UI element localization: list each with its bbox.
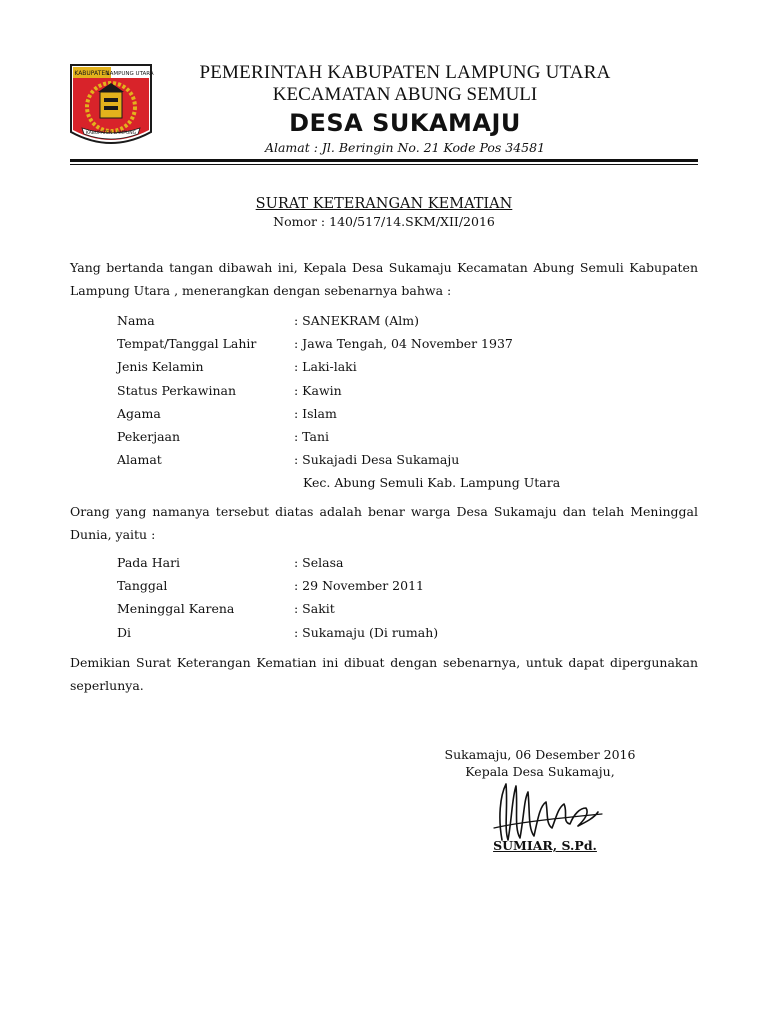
detail-value: : Kawin	[294, 382, 342, 398]
logo-text-left: KABUPATEN	[74, 70, 110, 77]
detail-label: Status Perkawinan	[117, 382, 237, 398]
detail-label	[117, 471, 294, 494]
document-heading: SURAT KETERANGAN KEMATIAN	[255, 196, 513, 212]
signature-block	[420, 746, 660, 780]
detail-row	[117, 551, 677, 574]
death-details	[117, 551, 677, 644]
letterhead	[160, 62, 650, 157]
detail-row	[117, 425, 677, 448]
detail-row	[117, 355, 677, 378]
detail-value: : Selasa	[294, 555, 344, 570]
detail-label: Di	[117, 624, 132, 640]
closing-paragraph: Demikian Surat Keterangan Kematian ini dibuat dengan sebenarnya, untuk dapat dipergunakan seperlunya.	[70, 655, 698, 693]
detail-label: Pada Hari	[117, 555, 181, 570]
signer-name: SUMIAR, S.Pd.	[493, 838, 597, 853]
detail-label: Pekerjaan	[117, 428, 181, 444]
detail-row	[117, 574, 677, 597]
detail-row	[117, 309, 677, 332]
regency-logo	[68, 62, 154, 152]
detail-label: Tanggal	[117, 578, 168, 594]
detail-row	[117, 448, 677, 471]
statement-paragraph: Orang yang namanya tersebut diatas adalah benar warga Desa Sukamaju dan telah Meninggal Dunia, yaitu :	[70, 504, 698, 542]
detail-label: Alamat	[117, 452, 162, 468]
detail-label: Tempat/Tanggal Lahir	[117, 336, 257, 352]
detail-value: : Islam	[294, 405, 337, 421]
detail-value: : Sukajadi Desa Sukamaju	[294, 452, 460, 468]
intro-paragraph: Yang bertanda tangan dibawah ini, Kepala Desa Sukamaju Kecamatan Abung Semuli Kabupaten Lampung Utara , menerangkan dengan sebenarnya bahwa :	[70, 260, 698, 298]
district-name: KECAMATAN ABUNG SEMULI	[272, 84, 538, 105]
detail-label: Jenis Kelamin	[117, 359, 204, 375]
detail-value: : SANEKRAM (Alm)	[294, 313, 420, 328]
logo-text-right: LAMPUNG UTARA	[106, 71, 154, 77]
document-number: Nomor : 140/517/14.SKM/XII/2016	[273, 214, 495, 229]
detail-value: Kec. Abung Semuli Kab. Lampung Utara	[303, 475, 561, 491]
detail-label: Nama	[117, 313, 155, 328]
logo-ribbon-text: KABUPATEN LAMPUNG	[85, 131, 137, 136]
detail-row	[117, 402, 677, 425]
detail-value: : Tani	[294, 428, 330, 444]
village-name: DESA SUKAMAJU	[289, 109, 521, 137]
header-rule-thick	[70, 159, 698, 162]
detail-value: : Sukamaju (Di rumah)	[294, 624, 439, 640]
detail-row	[117, 621, 677, 644]
detail-value: : 29 November 2011	[294, 578, 424, 594]
detail-value: : Sakit	[294, 601, 335, 617]
detail-row	[117, 332, 677, 355]
government-name: PEMERINTAH KABUPATEN LAMPUNG UTARA	[199, 62, 611, 83]
place-date: Sukamaju, 06 Desember 2016	[444, 747, 636, 762]
signer-position: Kepala Desa Sukamaju,	[465, 764, 615, 779]
person-details	[117, 309, 677, 495]
detail-label: Meninggal Karena	[117, 601, 235, 617]
detail-value: : Laki-laki	[294, 359, 357, 375]
detail-row	[117, 471, 677, 494]
detail-row	[117, 379, 677, 402]
detail-value: : Jawa Tengah, 04 November 1937	[294, 336, 513, 352]
office-address: Alamat : Jl. Beringin No. 21 Kode Pos 34581	[264, 140, 546, 155]
detail-row	[117, 597, 677, 620]
header-rule-thin	[70, 164, 698, 165]
detail-label: Agama	[117, 405, 161, 421]
document-title	[0, 195, 768, 231]
